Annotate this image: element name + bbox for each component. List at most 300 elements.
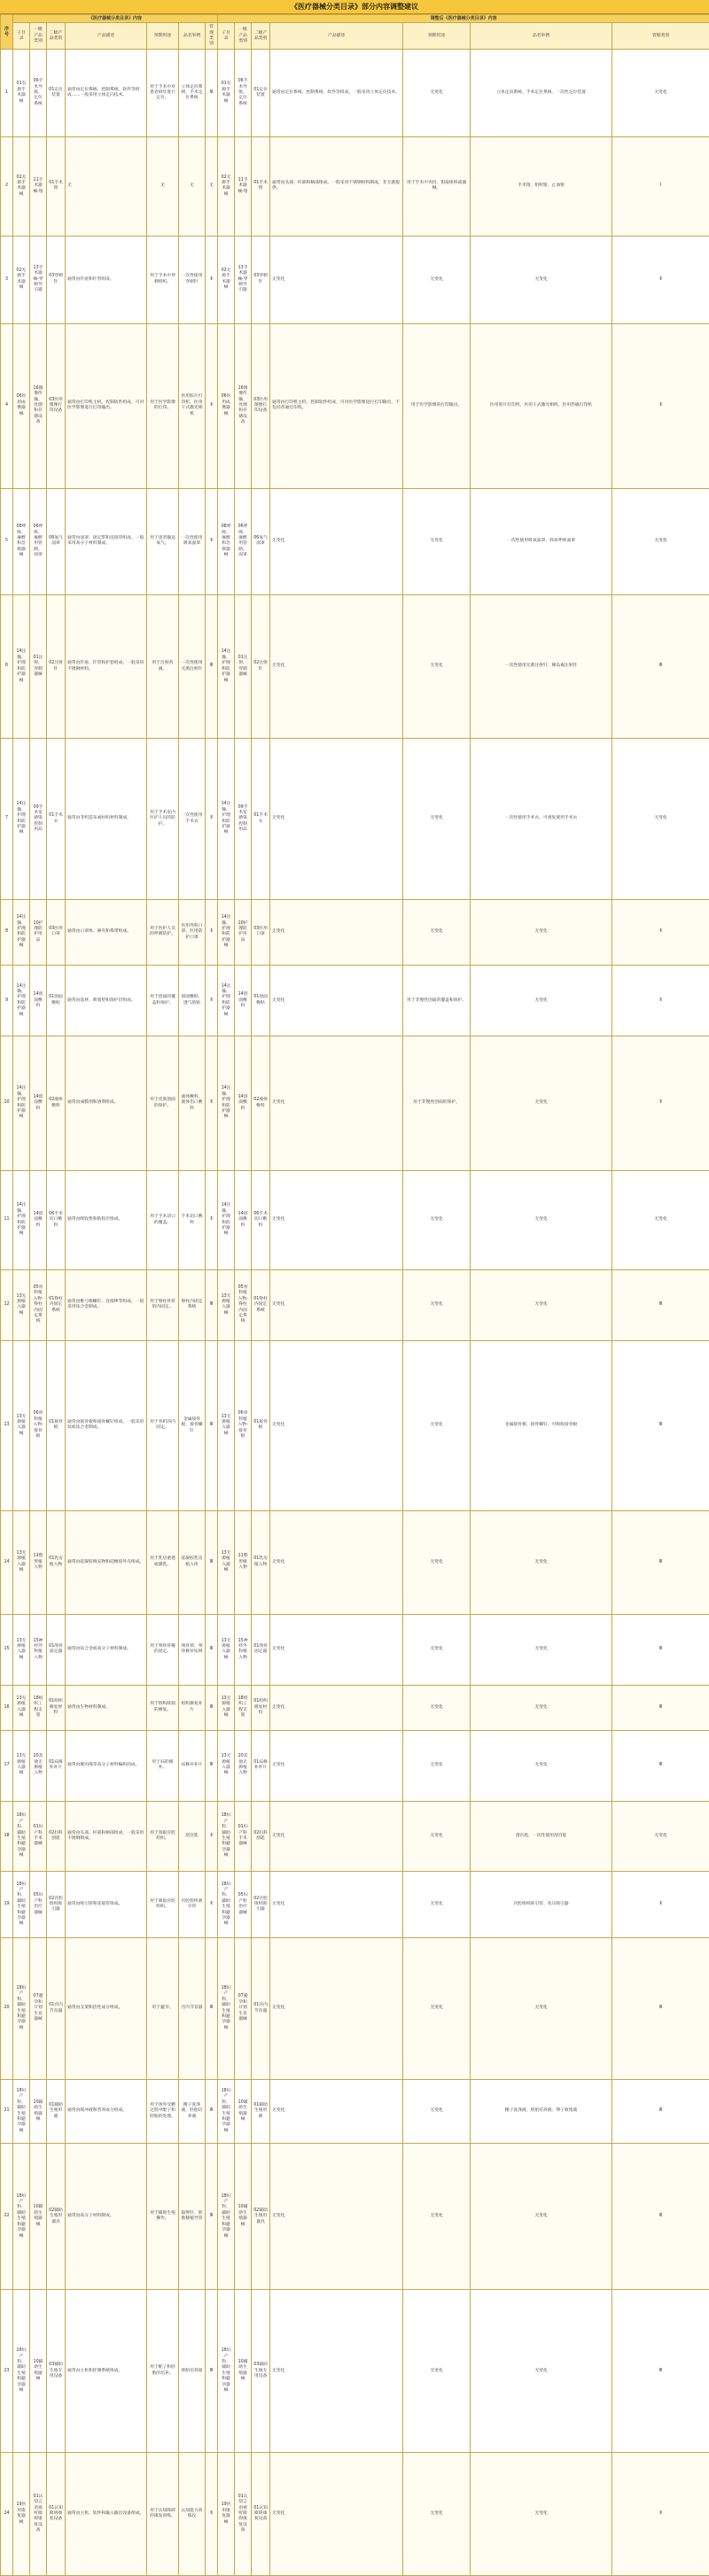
original-content-cell: 通常由硅凝胶填充物和硅橡胶外壳组成。	[66, 1510, 147, 1614]
document-title: 《医疗器械分类目录》部分内容调整建议	[0, 0, 709, 14]
original-content-cell: 用于医学影像的打印。	[147, 323, 179, 489]
table-row	[1, 137, 709, 237]
adjusted-content-cell: 05骨科植入物-脊柱内固定系统	[235, 1269, 252, 1340]
original-content-cell: 11手术器械-钳	[30, 137, 47, 237]
adjusted-content-cell: 无变化	[471, 236, 612, 323]
adjusted-content-cell: 用于非慢性创面的保护。	[403, 1036, 471, 1171]
original-content-cell: 硅凝胶乳房植入体	[179, 1510, 206, 1614]
original-content-cell: 14注输、护理和防护器械	[13, 739, 30, 899]
original-content-cell: 宫腔组织吸引管	[179, 1872, 206, 1938]
table-row	[1, 2144, 709, 2290]
adjusted-content-cell: Ⅲ	[612, 2290, 709, 2453]
original-content-cell: 用于避孕。	[147, 1938, 179, 2080]
original-content-cell: 10辅助生殖器械	[30, 2079, 47, 2143]
adjusted-content-cell: 03医用图像打印设备	[252, 323, 270, 489]
row-seq-cell: 24	[1, 2453, 13, 2576]
adjusted-content-cell: 18妇产科、辅助生殖和避孕器械	[218, 1801, 235, 1872]
original-content-cell: 立体定向系统、手术定位系统	[179, 50, 206, 137]
original-content-cell: 医用胶片打印机、医用干式激光相机	[179, 323, 206, 489]
original-content-cell: 一次性使用穿刺针	[179, 236, 206, 323]
adjusted-content-cell: 无变化	[403, 1510, 471, 1614]
adjusted-content-cell: Ⅱ	[612, 1036, 709, 1171]
adjusted-content-cell: Ⅱ	[612, 966, 709, 1036]
original-content-cell: 01接骨板	[47, 1340, 66, 1510]
adjusted-content-cell: 06呼吸、麻醉用管路、面罩	[235, 489, 252, 595]
adjusted-content-cell: 一次性使用无菌注射针、胰岛素注射针	[471, 594, 612, 739]
original-content-cell: 通常由针座、针管和护套组成，一般采用不锈钢材料。	[66, 594, 147, 739]
adjusted-content-cell: 无变化	[270, 236, 403, 323]
column-header-left: 子目录	[13, 23, 30, 50]
adjusted-content-cell: Ⅱ	[612, 236, 709, 323]
adjusted-content-cell: 01脊柱内固定系统	[252, 1269, 270, 1340]
original-content-cell: 13无源植入器械	[13, 1685, 30, 1730]
original-content-cell: 通常由定位系统、控制系统、软件等组成……一般采用立体定向技术。	[66, 50, 147, 137]
original-content-cell: 通常由支架和活性成分组成。	[66, 1938, 147, 2080]
adjusted-content-cell: 01认知障碍康复设备	[252, 2453, 270, 2576]
row-seq-cell: 17	[1, 1730, 13, 1801]
adjusted-content-cell: 10辅助生殖器械	[235, 2079, 252, 2143]
adjusted-content-cell: 06医用成像器械	[218, 323, 235, 489]
original-content-cell: 刮宫匙	[179, 1801, 206, 1872]
original-content-cell: 通常由钛合金或高分子材料制成。	[66, 1615, 147, 1686]
table-row	[1, 1801, 709, 1872]
original-content-cell: 通常由主机、软件和输入输出设备组成。	[66, 2453, 147, 2576]
original-content-cell: 02无源手术器械	[13, 236, 30, 323]
original-content-cell: 06医用成像器械	[13, 323, 30, 489]
original-content-cell: 用于吸取宫腔组织。	[147, 1872, 179, 1938]
original-content-cell: 疝修补补片	[179, 1730, 206, 1801]
adjusted-content-cell: 02无源手术器械	[218, 236, 235, 323]
original-content-cell: 用于乳房重建或隆乳。	[147, 1510, 179, 1614]
column-header-right: 子目录	[218, 23, 235, 50]
original-content-cell: Ⅲ	[206, 1269, 218, 1340]
original-content-cell: 用于皮肤创面的保护。	[147, 1036, 179, 1171]
original-content-cell: 用于脊柱骨折的内固定。	[147, 1269, 179, 1340]
original-content-cell: 01宫内节育器	[47, 1938, 66, 2080]
adjusted-content-cell: Ⅱ	[612, 2453, 709, 2576]
adjusted-content-cell: 精子洗涤液、胚胎培养液、卵子收集液	[471, 2079, 612, 2143]
original-content-cell: 15神经外科植入物	[30, 1615, 47, 1686]
adjusted-content-cell: 14注输、护理和防护器械	[218, 899, 235, 966]
original-content-cell: 用于认知障碍的康复训练。	[147, 2453, 179, 2576]
original-content-cell: 用于骨折的内固定。	[147, 1340, 179, 1510]
column-header-left: 管理类别	[206, 23, 218, 50]
original-content-cell: 06手术切口敷料	[47, 1171, 66, 1270]
adjusted-content-cell: 无变化	[403, 1938, 471, 2080]
adjusted-content-cell: 无变化	[403, 489, 471, 595]
original-content-cell: Ⅱ	[206, 236, 218, 323]
adjusted-content-cell: 06手术切口敷料	[252, 1171, 270, 1270]
adjusted-content-cell: 无变化	[270, 2144, 403, 2290]
adjusted-content-cell: 15神经外科植入物	[235, 1615, 252, 1686]
adjusted-content-cell: 无变化	[471, 1938, 612, 2080]
original-content-cell: 通常由缓冲液和营养成分组成。	[66, 2079, 147, 2143]
original-content-cell: 通常由非织造布或纺织材料制成。	[66, 739, 147, 899]
original-content-cell: 胚胎培养箱	[179, 2290, 206, 2453]
original-content-cell: 用于手术中对患者病灶进行定位。	[147, 50, 179, 137]
table-row	[1, 1171, 709, 1270]
original-content-cell: Ⅲ	[206, 1510, 218, 1614]
row-seq-cell: 11	[1, 1171, 13, 1270]
table-row	[1, 2290, 709, 2453]
adjusted-content-cell: 14注输、护理和防护器械	[218, 1036, 235, 1171]
row-seq-cell: 13	[1, 1340, 13, 1510]
adjusted-content-cell: 14注输、护理和防护器械	[218, 1171, 235, 1270]
adjusted-content-cell: 14创面敷料	[235, 966, 252, 1036]
adjusted-content-cell: 手术钳、组织钳、止血钳	[471, 137, 612, 237]
adjusted-content-cell: 10护理防护用品	[235, 899, 252, 966]
original-content-cell: 14注输、护理和防护器械	[13, 1171, 30, 1270]
original-content-cell: 07避孕和计划生育器械	[30, 1938, 47, 2080]
adjusted-content-cell: 01手术衣	[252, 739, 270, 899]
original-content-cell: 无	[66, 137, 147, 237]
column-header-right: 品名举例	[471, 23, 612, 50]
adjusted-content-cell: 02辅助生殖用器具	[252, 2144, 270, 2290]
original-content-cell: 16图像传输、处理和存储设备	[30, 323, 47, 489]
adjusted-content-cell: 一次性使用手术衣、可重复使用手术衣	[471, 739, 612, 899]
original-content-cell: 11整形植入物	[30, 1510, 47, 1614]
adjusted-content-cell: 无变化	[270, 594, 403, 739]
adjusted-content-cell: 无变化	[270, 1801, 403, 1872]
original-content-cell: 09手术室感染控制用品	[30, 739, 47, 899]
original-content-cell: 通常由口罩体、鼻夹和系带组成。	[66, 899, 147, 966]
adjusted-content-cell: 02无源手术器械	[218, 137, 235, 237]
original-content-cell: 01乳房植入物	[47, 1510, 66, 1614]
row-seq-cell: 20	[1, 1938, 13, 2080]
original-content-cell: 01妇产科手术器械	[30, 1801, 47, 1872]
adjusted-content-cell: 无变化	[403, 2144, 471, 2290]
original-content-cell: 05妇产科治疗器械	[30, 1872, 47, 1938]
table-row	[1, 2079, 709, 2143]
original-content-cell: 通常由针座和针管组成。	[66, 236, 147, 323]
adjusted-content-cell: 09手术室感染控制用品	[235, 739, 252, 899]
adjusted-content-cell: 无变化	[403, 594, 471, 739]
adjusted-content-cell: 无变化	[270, 2079, 403, 2143]
adjusted-content-cell: 无变化	[270, 1510, 403, 1614]
adjusted-content-cell: 11整形植入物	[235, 1510, 252, 1614]
adjusted-content-cell: 通常由定位系统、控制系统、软件等组成，一般采用立体定向技术。	[270, 50, 403, 137]
adjusted-content-cell: 01组织修复材料	[252, 1685, 270, 1730]
table-row	[1, 489, 709, 595]
original-content-cell: 01认知言语视听障碍康复设备	[30, 2453, 47, 2576]
original-content-cell: Ⅱ	[206, 899, 218, 966]
original-content-cell: 14创面敷料	[30, 966, 47, 1036]
original-content-cell: 手术切口敷料	[179, 1171, 206, 1270]
original-content-cell: 通常由生物材料制成。	[66, 1685, 147, 1730]
original-content-cell: 通常由接骨板和接骨螺钉组成，一般采用钛或钛合金制成。	[66, 1340, 147, 1510]
table-row	[1, 966, 709, 1036]
column-header-right: 产品描述	[270, 23, 403, 50]
adjusted-content-cell: 03穿刺针	[252, 236, 270, 323]
original-content-cell: 02液体敷料	[47, 1036, 66, 1171]
adjusted-content-cell: 无变化	[471, 2290, 612, 2453]
original-content-cell: 通常由吸收垫和粘胶层组成。	[66, 1171, 147, 1270]
adjusted-content-cell: 无变化	[471, 1036, 612, 1171]
original-content-cell: 13手术器械-穿刺导引器	[30, 236, 47, 323]
adjusted-content-cell: 宫腔组织吸引管、负压吸引器	[471, 1872, 612, 1938]
adjusted-content-cell: Ⅲ	[612, 594, 709, 739]
original-content-cell: 13无源植入器械	[13, 1340, 30, 1510]
original-content-cell: 02无源手术器械	[13, 137, 30, 237]
adjusted-content-cell: 14创面敷料	[235, 1036, 252, 1171]
original-content-cell: 06呼吸、麻醉用管路、面罩	[30, 489, 47, 595]
adjusted-content-cell: Ⅲ	[612, 1340, 709, 1510]
adjusted-content-cell: Ⅱ	[612, 899, 709, 966]
adjusted-content-cell: 06骨科植入物-接骨板	[235, 1340, 252, 1510]
original-content-cell: Ⅱ	[206, 489, 218, 595]
column-header-left: 产品描述	[66, 23, 147, 50]
original-content-cell: 06骨科植入物-接骨板	[30, 1340, 47, 1510]
adjusted-content-cell: 13无源植入器械	[218, 1340, 235, 1510]
original-content-cell: 14注输、护理和防护器械	[13, 1036, 30, 1171]
adjusted-content-cell: Ⅲ	[612, 1938, 709, 2080]
adjusted-content-cell: Ⅲ	[612, 1269, 709, 1340]
adjusted-content-cell: 无变化	[471, 1685, 612, 1730]
adjusted-content-cell: 02液体敷料	[252, 1036, 270, 1171]
adjusted-content-cell: 金属接骨板、接骨螺钉、可吸收接骨板	[471, 1340, 612, 1510]
adjusted-content-cell: 无变化	[270, 966, 403, 1036]
adjusted-content-cell: 无变化	[403, 2290, 471, 2453]
original-content-cell: Ⅱ	[206, 2453, 218, 2576]
adjusted-content-cell: Ⅲ	[612, 1730, 709, 1801]
original-content-cell: Ⅱ	[206, 1801, 218, 1872]
adjusted-content-cell: 无变化	[270, 1340, 403, 1510]
original-content-cell: 通常由面罩、固定带和连接管组成，一般采用高分子材料制成。	[66, 489, 147, 595]
adjusted-content-cell: 11手术器械-钳	[235, 137, 252, 237]
adjusted-content-cell: 无变化	[403, 1685, 471, 1730]
adjusted-content-cell: 无变化	[471, 1615, 612, 1686]
adjusted-content-cell: Ⅲ	[612, 1685, 709, 1730]
table-row	[1, 1872, 709, 1938]
adjusted-content-cell: 通常由打印机主机、控制软件组成，可对医学影像进行打印输出，不包括普通打印机。	[270, 323, 403, 489]
adjusted-content-cell: 08呼吸、麻醉和急救器械	[218, 489, 235, 595]
adjustment-table	[0, 14, 709, 2576]
adjusted-content-cell: 用于医学影像的打印输出。	[403, 323, 471, 489]
original-content-cell: Ⅲ	[206, 2290, 218, 2453]
adjusted-content-cell: 无变化	[471, 1730, 612, 1801]
adjusted-content-cell: 用于手术中夹持、钳取组织或器械。	[403, 137, 471, 237]
table-row	[1, 1685, 709, 1730]
adjusted-content-cell: 10辅助生殖器械	[235, 2144, 252, 2290]
original-content-cell: 用于手术中穿刺组织。	[147, 236, 179, 323]
original-content-cell: 通常由基材、吸收垫和保护层组成。	[66, 966, 147, 1036]
adjusted-content-cell: 20其他无源植入物	[235, 1730, 252, 1801]
adjusted-content-cell: 01乳房植入物	[252, 1510, 270, 1614]
original-content-cell: 14创面敷料	[30, 1171, 47, 1270]
original-content-cell: 医用外科口罩、医用防护口罩	[179, 899, 206, 966]
adjusted-content-cell: 无变化	[612, 739, 709, 899]
adjusted-content-cell: 18组织工程支架	[235, 1685, 252, 1730]
adjusted-content-cell: 01妇产科手术器械	[235, 1801, 252, 1872]
adjusted-content-cell: 19医用康复器械	[218, 2453, 235, 2576]
original-content-cell: 01组织修复材料	[47, 1685, 66, 1730]
adjusted-content-cell: 01辅助生殖用液	[252, 2079, 270, 2143]
original-content-cell: Ⅲ	[206, 594, 218, 739]
original-content-cell: 02注射针	[47, 594, 66, 739]
original-content-cell: 02宫腔组织吸引器	[47, 1872, 66, 1938]
adjusted-content-cell: 无变化	[471, 899, 612, 966]
original-content-cell: 18组织工程支架	[30, 1685, 47, 1730]
adjusted-content-cell: Ⅲ	[612, 2144, 709, 2290]
adjusted-content-cell: 无变化	[270, 1269, 403, 1340]
original-content-cell: 01注射、穿刺器械	[30, 594, 47, 739]
original-content-cell: 01颅骨固定器	[47, 1615, 66, 1686]
row-seq-cell: 9	[1, 966, 13, 1036]
adjusted-content-cell: 一次性使用吸氧面罩、简易呼吸面罩	[471, 489, 612, 595]
adjusted-content-cell: 无变化	[403, 1730, 471, 1801]
original-content-cell: 通常由头部、杆部和柄部组成，一般采用不锈钢制成。	[66, 1801, 147, 1872]
original-content-cell: 通常由椎弓根螺钉、连接棒等组成，一般采用钛合金制成。	[66, 1269, 147, 1340]
adjusted-content-cell: 01手术钳	[252, 137, 270, 237]
adjusted-content-cell: 01定位装置	[252, 50, 270, 137]
group-header-row	[1, 15, 709, 23]
row-seq-cell: 12	[1, 1269, 13, 1340]
adjusted-content-cell: 无变化	[471, 1269, 612, 1340]
original-content-cell: 03医用口罩	[47, 899, 66, 966]
original-content-cell: 01手术钳	[47, 137, 66, 237]
original-content-cell: 通常由成膜剂和溶剂组成。	[66, 1036, 147, 1171]
original-content-cell: 02妇科刮匙	[47, 1801, 66, 1872]
column-header-right: 预期用途	[403, 23, 471, 50]
original-content-cell: 用于医护人员的呼吸防护。	[147, 899, 179, 966]
adjusted-content-cell: 14注输、护理和防护器械	[218, 966, 235, 1036]
original-content-cell: 取卵针、胚胎移植导管	[179, 2144, 206, 2290]
row-seq-cell: 7	[1, 739, 13, 899]
row-seq-cell: 10	[1, 1036, 13, 1171]
original-content-cell: 用于疝的修补。	[147, 1730, 179, 1801]
original-content-cell: 通常由聚丙烯等高分子材料编织而成。	[66, 1730, 147, 1801]
original-content-cell: 通常由打印机主机、控制软件组成，可对医学影像进行打印输出。	[66, 323, 147, 489]
adjusted-content-cell: 无变化	[471, 1510, 612, 1614]
adjusted-content-cell: 01注射、穿刺器械	[235, 594, 252, 739]
adjusted-content-cell: 13无源植入器械	[218, 1685, 235, 1730]
row-seq-cell: 16	[1, 1685, 13, 1730]
adjusted-content-cell: 无变化	[403, 1872, 471, 1938]
adjusted-content-cell: 06氧气面罩	[252, 489, 270, 595]
original-content-cell: Ⅱ	[206, 1872, 218, 1938]
original-content-cell: 06手术导航、定位系统	[30, 50, 47, 137]
adjusted-content-cell: 无变化	[270, 2453, 403, 2576]
row-seq-cell: 22	[1, 2144, 13, 2290]
original-content-cell: 用于刮取宫腔组织。	[147, 1801, 179, 1872]
original-content-cell: 无	[206, 137, 218, 237]
seq-header: 序号	[1, 15, 13, 50]
adjusted-content-cell: 无变化	[270, 1615, 403, 1686]
original-content-cell: Ⅲ	[206, 2079, 218, 2143]
table-row	[1, 739, 709, 899]
original-content-cell: 颅骨锁、颅骨修补钛网	[179, 1615, 206, 1686]
adjusted-content-cell: 03辅助生殖专用设备	[252, 2290, 270, 2453]
original-content-cell: 01创面敷贴	[47, 966, 66, 1036]
adjusted-content-cell: 无变化	[612, 50, 709, 137]
original-content-cell: 10辅助生殖器械	[30, 2290, 47, 2453]
adjusted-content-cell: 13手术器械-穿刺导引器	[235, 236, 252, 323]
column-header-left: 品名举例	[179, 23, 206, 50]
row-seq-cell: 3	[1, 236, 13, 323]
original-content-cell: 精子洗涤液、胚胎培养液	[179, 2079, 206, 2143]
original-content-cell: 03穿刺针	[47, 236, 66, 323]
adjusted-content-cell: 02宫腔组织吸引器	[252, 1872, 270, 1938]
adjusted-content-cell: 无变化	[403, 2079, 471, 2143]
original-content-cell: 宫内节育器	[179, 1938, 206, 2080]
table-row	[1, 594, 709, 739]
adjusted-content-cell: 07避孕和计划生育器械	[235, 1938, 252, 2080]
adjusted-content-cell: 无变化	[403, 1269, 471, 1340]
original-content-cell: 14注输、护理和防护器械	[13, 966, 30, 1036]
original-content-cell: 06氧气面罩	[47, 489, 66, 595]
table-body	[1, 50, 709, 2576]
table-row	[1, 236, 709, 323]
table-row	[1, 323, 709, 489]
original-content-cell: 用于颅骨骨瓣的固定。	[147, 1615, 179, 1686]
original-content-cell: 用于手术室内医护人员的防护。	[147, 739, 179, 899]
adjusted-content-cell: 无变化	[403, 1615, 471, 1686]
original-content-cell: 01疝修补补片	[47, 1730, 66, 1801]
adjusted-content-cell: 13无源植入器械	[218, 1730, 235, 1801]
adjusted-content-cell: 无变化	[612, 1801, 709, 1872]
original-content-cell: 用于手术切口的覆盖。	[147, 1171, 179, 1270]
adjusted-content-cell: 01接骨板	[252, 1340, 270, 1510]
group-header-left: 《医疗器械分类目录》内容	[13, 15, 218, 23]
adjusted-content-cell: 01疝修补补片	[252, 1730, 270, 1801]
original-content-cell: Ⅲ	[206, 1340, 218, 1510]
row-seq-cell: 4	[1, 323, 13, 489]
adjusted-content-cell: 通常由头部、杆部和柄部组成，一般采用不锈钢材料制成，非无菌提供。	[270, 137, 403, 237]
adjusted-content-cell: 无变化	[403, 1340, 471, 1510]
row-seq-cell: 5	[1, 489, 13, 595]
original-content-cell: 通常由吸引管和连接管组成。	[66, 1872, 147, 1938]
original-content-cell: 用于体外受精过程中配子和胚胎的处理。	[147, 2079, 179, 2143]
adjusted-content-cell: 无变化	[403, 1171, 471, 1270]
adjusted-content-cell: 18妇产科、辅助生殖和避孕器械	[218, 1938, 235, 2080]
original-content-cell: 13无源植入器械	[13, 1510, 30, 1614]
original-content-cell: 金属接骨板、接骨螺钉	[179, 1340, 206, 1510]
adjusted-content-cell: 无变化	[403, 50, 471, 137]
adjusted-content-cell: 无变化	[403, 2453, 471, 2576]
original-content-cell: 08呼吸、麻醉和急救器械	[13, 489, 30, 595]
original-content-cell: Ⅲ	[206, 1685, 218, 1730]
adjusted-content-cell: 无变化	[471, 2453, 612, 2576]
table-row	[1, 1269, 709, 1340]
adjusted-content-cell: 10辅助生殖器械	[235, 2290, 252, 2453]
original-content-cell: 14注输、护理和防护器械	[13, 594, 30, 739]
adjusted-content-cell: 无变化	[471, 1171, 612, 1270]
original-content-cell: 13无源植入器械	[13, 1730, 30, 1801]
adjusted-content-cell: 无变化	[270, 899, 403, 966]
original-content-cell: 用于注射药液。	[147, 594, 179, 739]
adjusted-content-cell: 18妇产科、辅助生殖和避孕器械	[218, 2290, 235, 2453]
original-content-cell: 01脊柱内固定系统	[47, 1269, 66, 1340]
adjusted-content-cell: 18妇产科、辅助生殖和避孕器械	[218, 2079, 235, 2143]
original-content-cell: 01认知障碍康复设备	[47, 2453, 66, 2576]
table-row	[1, 1340, 709, 1510]
adjusted-content-cell: 用于非慢性创面的覆盖和保护。	[403, 966, 471, 1036]
original-content-cell: Ⅲ	[206, 50, 218, 137]
original-content-cell: 一次性使用吸氧面罩	[179, 489, 206, 595]
adjusted-content-cell: 14创面敷料	[235, 1171, 252, 1270]
original-content-cell: 用于配子和胚胎的培养。	[147, 2290, 179, 2453]
adjusted-content-cell: 无变化	[270, 1171, 403, 1270]
adjusted-content-cell: 18妇产科、辅助生殖和避孕器械	[218, 2144, 235, 2290]
adjusted-content-cell: 14注输、护理和防护器械	[218, 594, 235, 739]
original-content-cell: 19医用康复器械	[13, 2453, 30, 2576]
row-seq-cell: 21	[1, 2079, 13, 2143]
adjusted-content-cell: 无变化	[612, 489, 709, 595]
adjusted-content-cell: 无变化	[403, 1801, 471, 1872]
row-seq-cell: 1	[1, 50, 13, 137]
table-row	[1, 1730, 709, 1801]
table-row	[1, 1615, 709, 1686]
